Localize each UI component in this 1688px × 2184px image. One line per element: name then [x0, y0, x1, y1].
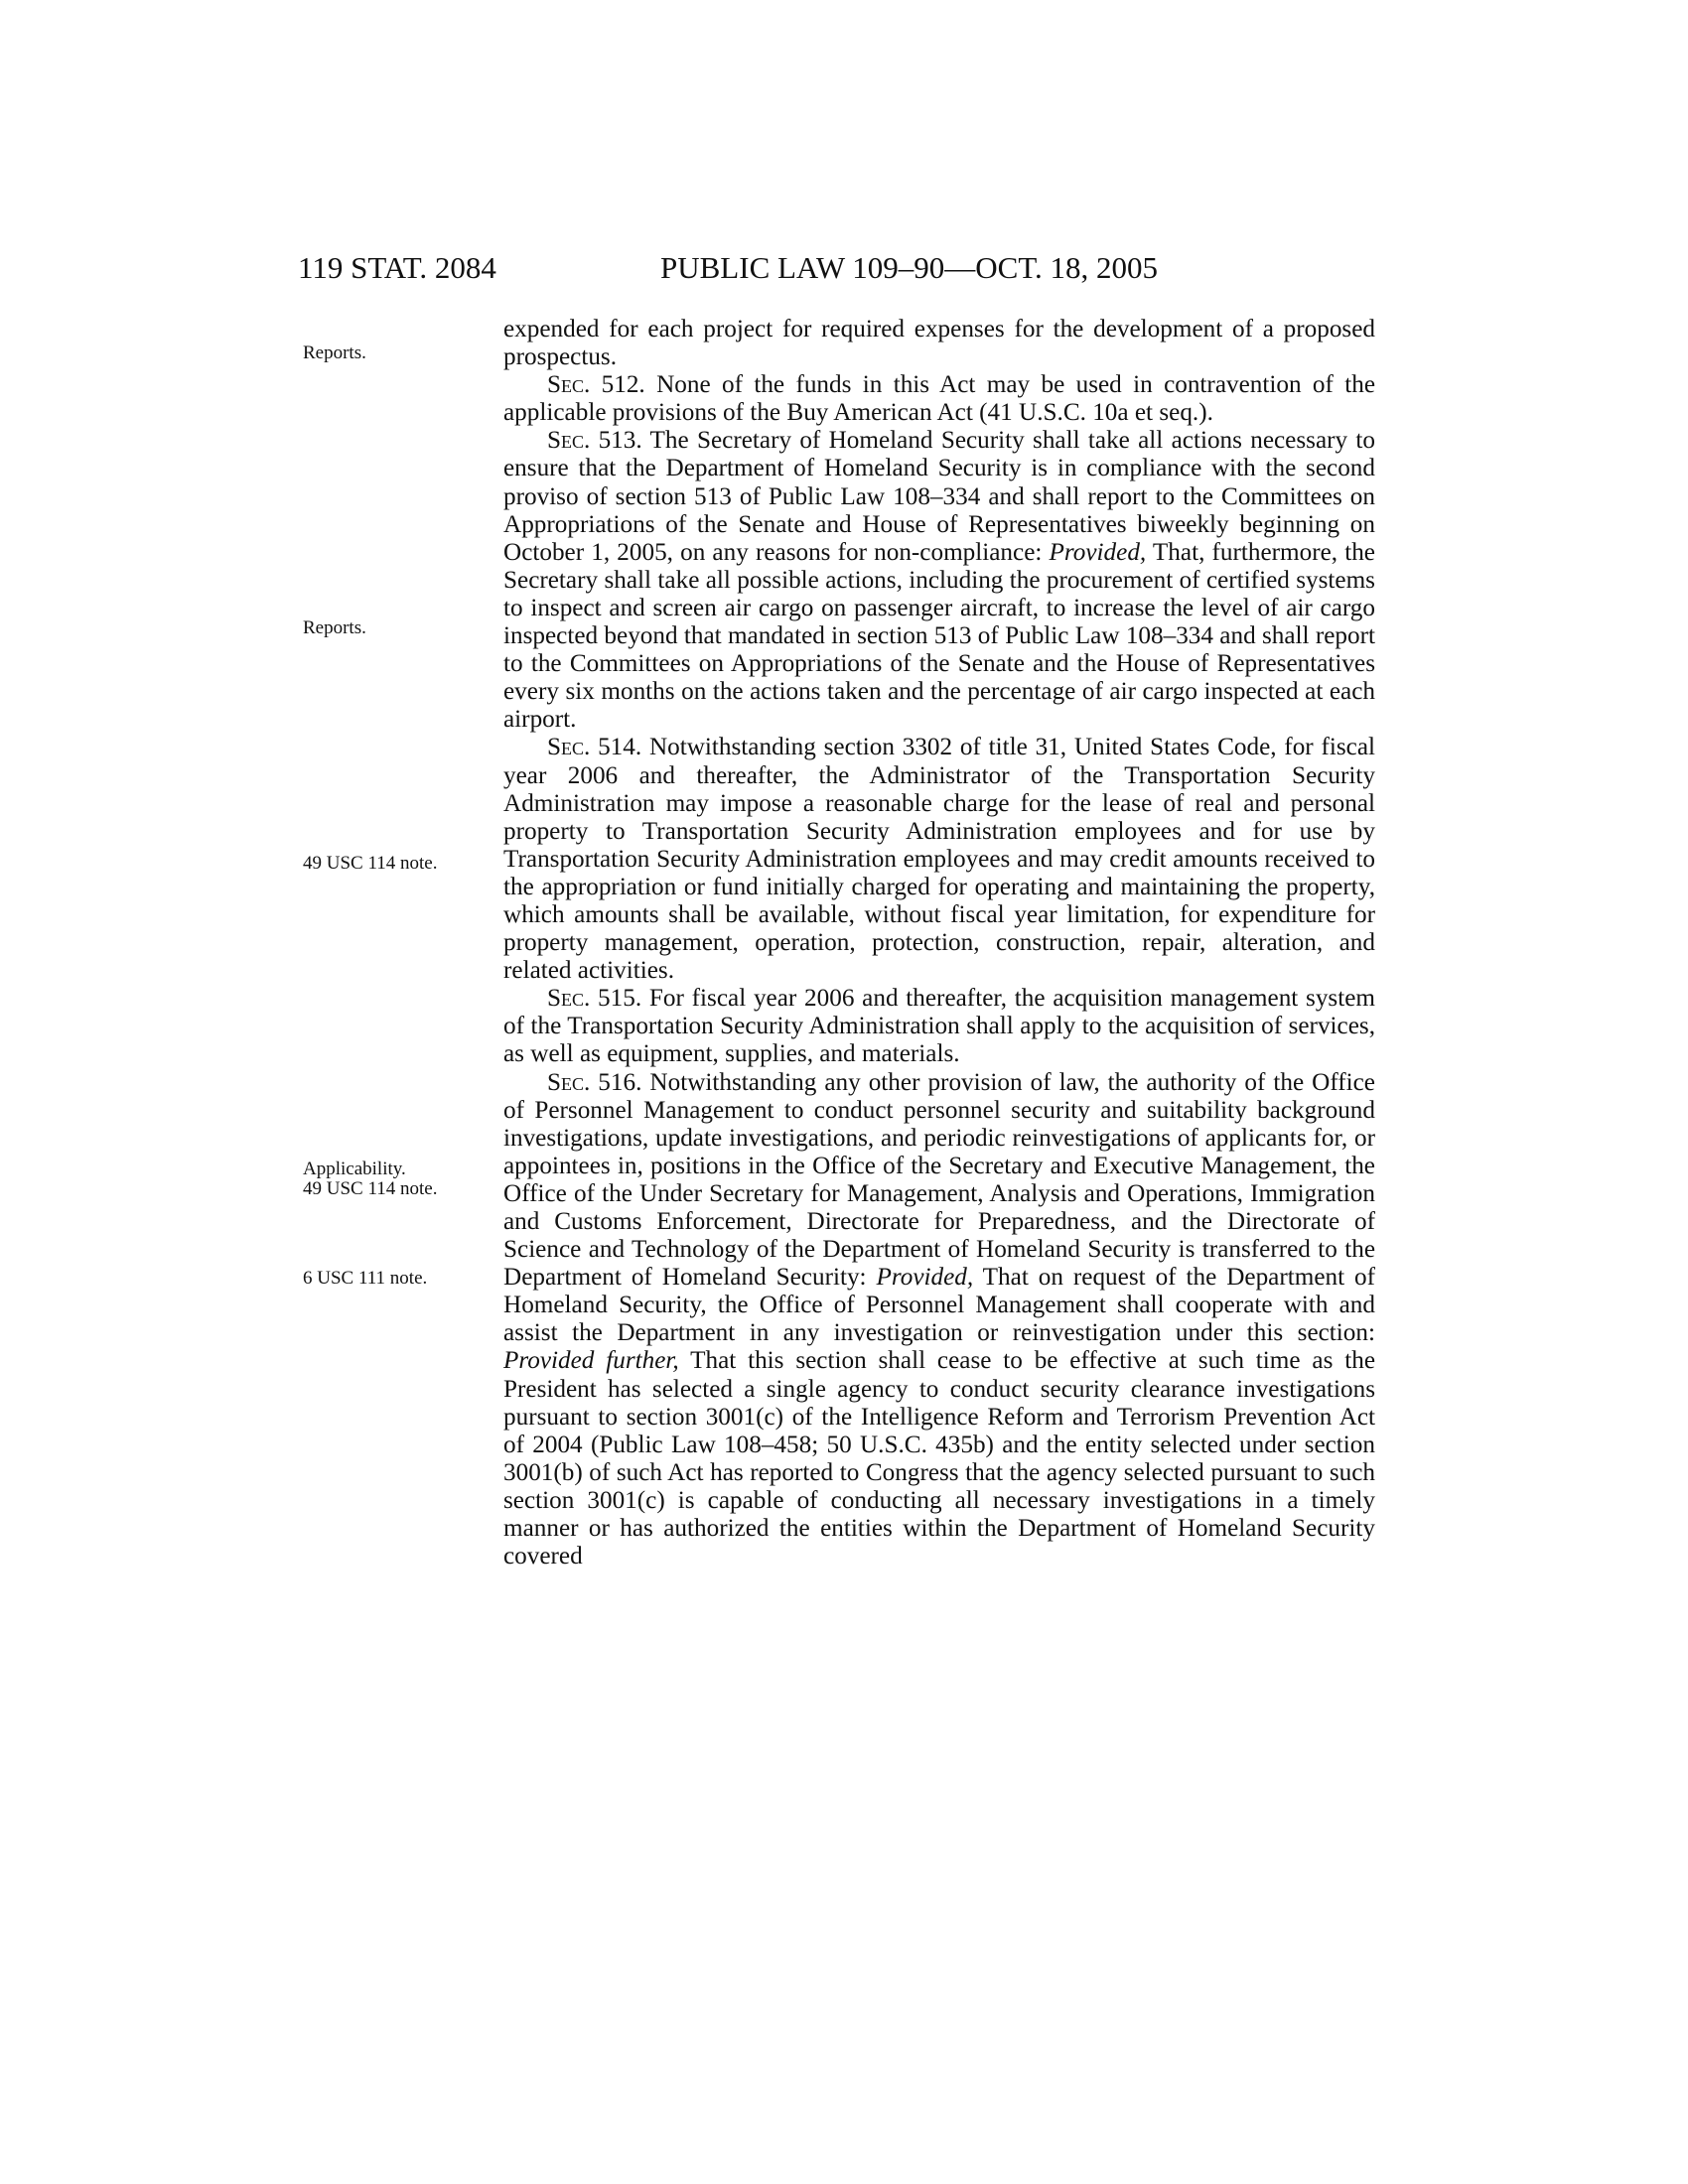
section-515: Sec. 515. For fiscal year 2006 and thereafter, the acquisition management system of the Transportation Security Administration shall apply to the acquisition of services, as well as equipment, supplies, and materials.	[503, 985, 1376, 1068]
section-512: Sec. 512. None of the funds in this Act may be used in contravention of the applicable provisions of the Buy American Act (41 U.S.C. 10a et seq.).	[503, 371, 1376, 427]
margin-note-reports: Reports.	[303, 617, 366, 638]
margin-note-usc: 49 USC 114 note.	[303, 1178, 438, 1199]
section-513: Sec. 513. The Secretary of Homeland Security shall take all actions necessary to ensure that the Department of Homeland Security is in compliance with the second proviso of section 513 of Public Law 108–334 and shall report to the Committees on Appropriations of the Senate and House of Representatives biweekly beginning on October 1, 2005, on any reasons for non-compliance: Provided, That, furthermore, the Secretary shall take all possible actions, including the procurement of certified systems to inspect and screen air cargo on passenger aircraft, to increase the level of air cargo inspected beyond that mandated in section 513 of Public Law 108–334 and shall report to the Committees on Appropriations of the Senate and the House of Representatives every six months on the actions taken and the percentage of air cargo inspected at each airport.	[503, 427, 1375, 734]
section-label: Sec. 516.	[547, 1068, 642, 1096]
statute-page-number: 119 STAT. 2084	[298, 250, 496, 285]
law-title: PUBLIC LAW 109–90—OCT. 18, 2005	[660, 250, 1158, 285]
section-label: Sec. 515.	[547, 985, 642, 1013]
paragraph-continuation: expended for each project for required expenses for the development of a proposed prospectus.	[503, 316, 1375, 371]
section-label: Sec. 513.	[547, 427, 642, 455]
document-body	[503, 316, 1375, 1570]
page-header	[298, 248, 1390, 288]
margin-note-reports: Reports.	[303, 342, 366, 363]
margin-note-usc: 49 USC 114 note.	[303, 853, 438, 874]
margin-note-applicability: Applicability.	[303, 1159, 406, 1179]
section-label: Sec. 512.	[547, 371, 645, 399]
section-516: Sec. 516. Notwithstanding any other provision of law, the authority of the Office of Personnel Management to conduct personnel security and suitability background investigations, update investigations, and periodic reinvestigations of applicants for, or appointees in, positions in the Office of the Secretary and Executive Management, the Office of the Under Secretary for Management, Analysis and Operations, Immigration and Customs Enforcement, Directorate for Preparedness, and the Directorate of Science and Technology of the Department of Homeland Security is transferred to the Department of Homeland Security: Provided, That on request of the Department of Homeland Security, the Office of Personnel Management shall cooperate with and assist the Department in any investigation or reinvestigation under this section: Provided further, That this section shall cease to be effective at such time as the President has selected a single agency to conduct security clearance investigations pursuant to section 3001(c) of the Intelligence Reform and Terrorism Prevention Act of 2004 (Public Law 108–458; 50 U.S.C. 435b) and the entity selected under section 3001(b) of such Act has reported to Congress that the agency selected pursuant to such section 3001(c) is capable of conducting all necessary investigations in a timely manner or has authorized the entities within the Department of Homeland Security covered	[503, 1068, 1376, 1570]
margin-note-usc: 6 USC 111 note.	[303, 1268, 428, 1289]
section-label: Sec. 514.	[547, 734, 642, 761]
section-514: Sec. 514. Notwithstanding section 3302 of title 31, United States Code, for fiscal year 2006 and thereafter, the Administrator of the Transportation Security Administration may impose a reasonable charge for the lease of real and personal property to Transportation Security Administration employees and for use by Transportation Security Administration employees and may credit amounts received to the appropriation or fund initially charged for operating and maintaining the property, which amounts shall be available, without fiscal year limitation, for expenditure for property management, operation, protection, construction, repair, alteration, and related activities.	[503, 734, 1375, 985]
